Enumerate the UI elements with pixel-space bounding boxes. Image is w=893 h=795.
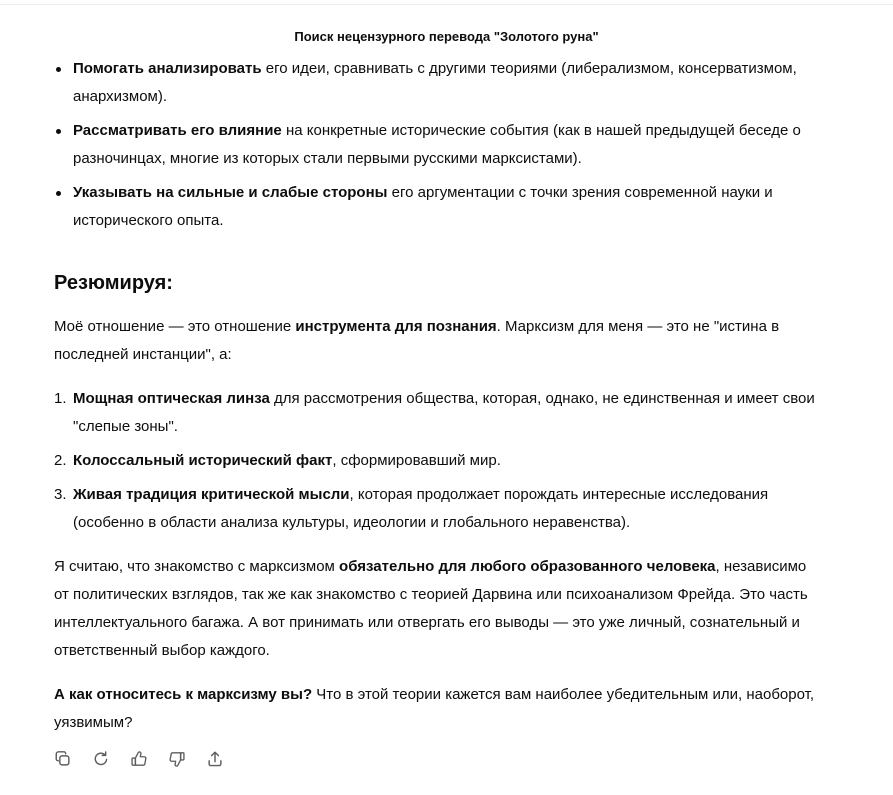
section-heading: Резюмируя: xyxy=(54,272,173,294)
list-item xyxy=(54,117,824,173)
question-paragraph xyxy=(54,681,824,737)
question-bold: А как относитесь к марксизму вы? xyxy=(54,686,313,703)
intro-text: Моё отношение — это отношение xyxy=(54,318,296,335)
like-button[interactable] xyxy=(128,748,150,770)
list-item-text: его аргументации с точки зрения современной науки и исторического опыта. xyxy=(73,184,773,229)
list-item-bold: Помогать анализировать xyxy=(73,60,262,77)
share-button[interactable] xyxy=(204,748,226,770)
summary-intro xyxy=(54,313,824,369)
question-text: Что в этой теории кажется вам наиболее убедительным или, наоборот, уязвимым? xyxy=(54,686,815,731)
list-item-bold: Указывать на сильные и слабые стороны xyxy=(73,184,388,201)
list-item-bold: Рассматривать его влияние xyxy=(73,122,282,139)
list-item-text: , сформировавший мир. xyxy=(332,452,501,469)
list-item xyxy=(54,179,824,235)
list-item xyxy=(54,385,824,441)
list-item xyxy=(54,55,824,111)
thumbs-down-icon xyxy=(168,750,186,768)
copy-icon xyxy=(54,750,72,768)
paragraph-text: Я считаю, что знакомство с марксизмом xyxy=(54,558,340,575)
list-item-bold: Мощная оптическая линза xyxy=(73,390,270,407)
list-item-text: его идеи, сравнивать с другими теориями (либерализмом, консерватизмом, анархизмом). xyxy=(73,60,797,105)
list-number: 3. xyxy=(54,486,67,503)
intro-bold: инструмента для познания xyxy=(295,318,497,335)
numbered-list xyxy=(54,385,824,537)
paragraph-text-end: , независимо от политических взглядов, так же как знакомство с теорией Дарвина или психоанализом Фрейда. Это часть интеллектуального багажа. А вот принимать или отвергать его выводы — это уже личный, сознательный и ответственный выбор каждого. xyxy=(54,558,808,659)
thumbs-up-icon xyxy=(130,750,148,768)
assistant-message xyxy=(54,55,824,737)
list-item-text: , которая продолжает порождать интересные исследования (особенно в области анализа культуры, идеологии и глобального неравенства). xyxy=(73,486,769,531)
list-item xyxy=(54,447,824,475)
message-actions xyxy=(52,748,226,770)
list-item-bold: Живая традиция критической мысли xyxy=(73,486,350,503)
intro-text-end: . Марксизм для меня — это не "истина в последней инстанции", а: xyxy=(54,318,780,363)
dislike-button[interactable] xyxy=(166,748,188,770)
list-item-bold: Колоссальный исторический факт xyxy=(73,452,333,469)
list-item xyxy=(54,481,824,537)
chat-header xyxy=(0,5,893,55)
copy-button[interactable] xyxy=(52,748,74,770)
share-icon xyxy=(206,750,224,768)
paragraph-bold: обязательно для любого образованного человека xyxy=(339,558,716,575)
bullet-list xyxy=(54,55,824,235)
list-number: 2. xyxy=(54,452,67,469)
list-item-text: для рассмотрения общества, которая, однако, не единственная и имеет свои "слепые зоны". xyxy=(73,390,815,435)
conclusion-paragraph xyxy=(54,553,824,665)
chat-title[interactable]: Поиск нецензурного перевода "Золотого руна" xyxy=(294,29,599,44)
refresh-icon xyxy=(92,750,110,768)
list-item-text: на конкретные исторические события (как в нашей предыдущей беседе о разночинцах, многие из которых стали первыми русскими марксистами). xyxy=(73,122,801,167)
regenerate-button[interactable] xyxy=(90,748,112,770)
list-number: 1. xyxy=(54,390,67,407)
